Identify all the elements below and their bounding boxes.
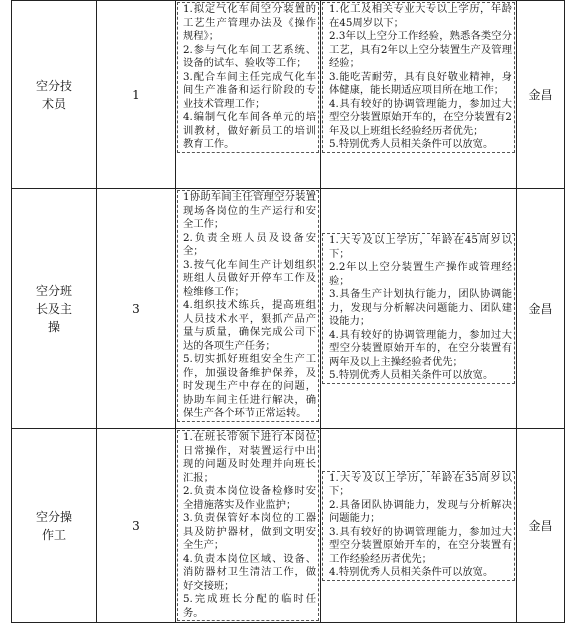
- duties-box: [177, 190, 319, 422]
- duty-item: 1协助车间主任管理空分装置现场各岗位的生产运行和安全工作；: [183, 191, 316, 230]
- requirement-item: 3.具有较好的协调管理能力，参加过大型空分装置原始开车的，在空分装置有工作经验经历者优先；: [329, 525, 512, 565]
- duty-item: 1.拟定气化车间空分装置的工艺生产管理办法及《操作规程》；: [183, 3, 316, 42]
- position-cell: 空分班长及主操: [12, 189, 97, 429]
- duty-item: 5.切实抓好班组安全生产工作，加强设备维护保养，及时发现生产中存在的问题，协助车间主任进行解决，确保生产各个环节正常运转。: [183, 353, 316, 419]
- requirement-item: 3.具备生产计划执行能力，团队协调能力，发现与分析解决问题能力、团队建设能力；: [329, 288, 512, 328]
- requirements-cell: [321, 1, 517, 189]
- duties-box: [177, 430, 319, 621]
- requirement-item: 4.特别优秀人员相关条件可以放宽。: [329, 566, 494, 578]
- position-cell: 空分技术员: [12, 1, 97, 189]
- position-cell: 空分操作工: [12, 429, 97, 623]
- duties-cell: [176, 189, 321, 429]
- requirement-item: 5.特别优秀人员相关条件可以放宽。: [329, 138, 494, 150]
- requirements-box: [322, 233, 515, 384]
- job-table: [11, 0, 565, 623]
- duty-item: 4.组织技术练兵，提高班组人员技术水平，狠抓产品产量与质量，确保完成公司下达的各项生产任务；: [183, 299, 316, 352]
- duty-item: 5.完成班长分配的临时任务。: [183, 593, 316, 619]
- requirement-item: 3.能吃苦耐劳，具有良好敬业精神，身体健康，能长期适应项目所在地工作；: [329, 70, 512, 96]
- requirements-cell: [321, 189, 517, 429]
- headcount-cell: 3: [97, 189, 176, 429]
- requirement-item: 1.化工及相关专业大专以上学历，年龄在45周岁以下；: [329, 3, 512, 29]
- duty-item: 3.负责保管好本岗位的工器具及防护器材，做到文明安全生产；: [183, 512, 316, 551]
- requirement-item: 1.大专及以上学历，年龄在35周岁以下；: [329, 471, 512, 497]
- duty-item: 4.编制气化车间各单元的培训教材，做好新员工的培训教育工作。: [183, 111, 316, 150]
- requirement-item: 4.具有较好的协调管理能力，参加过大型空分装置原始开车的，在空分装置有两年及以上主操经验者优先；: [329, 328, 512, 368]
- requirements-box: [322, 2, 515, 153]
- headcount-cell: 3: [97, 429, 176, 623]
- requirement-item: 2.具备团队协调能力，发现与分析解决问题能力；: [329, 498, 512, 524]
- requirement-item: 1.大专及以上学历，年龄在45周岁以下；: [329, 234, 512, 260]
- headcount-cell: 1: [97, 1, 176, 189]
- requirements-cell: [321, 429, 517, 623]
- duties-cell: [176, 1, 321, 189]
- duty-item: 1.在班长带领下进行本岗位日常操作，对装置运行中出现的问题及时处理并向班长汇报；: [183, 431, 316, 484]
- requirements-box: [322, 471, 515, 581]
- duty-item: 2.负责本岗位设备检修时安全措施落实及作业监护；: [183, 485, 316, 511]
- duties-box: [177, 2, 319, 153]
- location-cell: 金昌: [517, 429, 565, 623]
- duty-item: 4.负责本岗位区域、设备、消防器材卫生清洁工作，做好交接班；: [183, 552, 316, 592]
- requirement-item: 2.2年以上空分装置生产操作或管理经验；: [329, 261, 512, 287]
- table-row: [12, 429, 565, 623]
- duty-item: 2.参与气化车间工艺系统、设备的试车、验收等工作；: [183, 43, 316, 69]
- duty-item: 2.负责全班人员及设备安全；: [183, 231, 316, 257]
- duty-item: 3.配合车间主任完成气化车间生产准备和运行阶段的专业技术管理工作；: [183, 70, 316, 110]
- requirement-item: 2.3年以上空分工作经验，熟悉各类空分工艺，具有2年以上空分装置生产及管理经验；: [329, 30, 512, 69]
- table-row: [12, 1, 565, 189]
- requirement-item: 5.特别优秀人员相关条件可以放宽。: [329, 369, 494, 382]
- duties-cell: [176, 429, 321, 623]
- location-cell: 金昌: [517, 1, 565, 189]
- table-row: [12, 189, 565, 429]
- requirement-item: 4.具有较好的协调管理能力，参加过大型空分装置原始开车的，在空分装置有2年及以上班组长经验经历者优先；: [329, 97, 512, 137]
- location-cell: 金昌: [517, 189, 565, 429]
- duty-item: 3.按气化车间生产计划组织班组人员做好开停车工作及检维修工作；: [183, 258, 316, 298]
